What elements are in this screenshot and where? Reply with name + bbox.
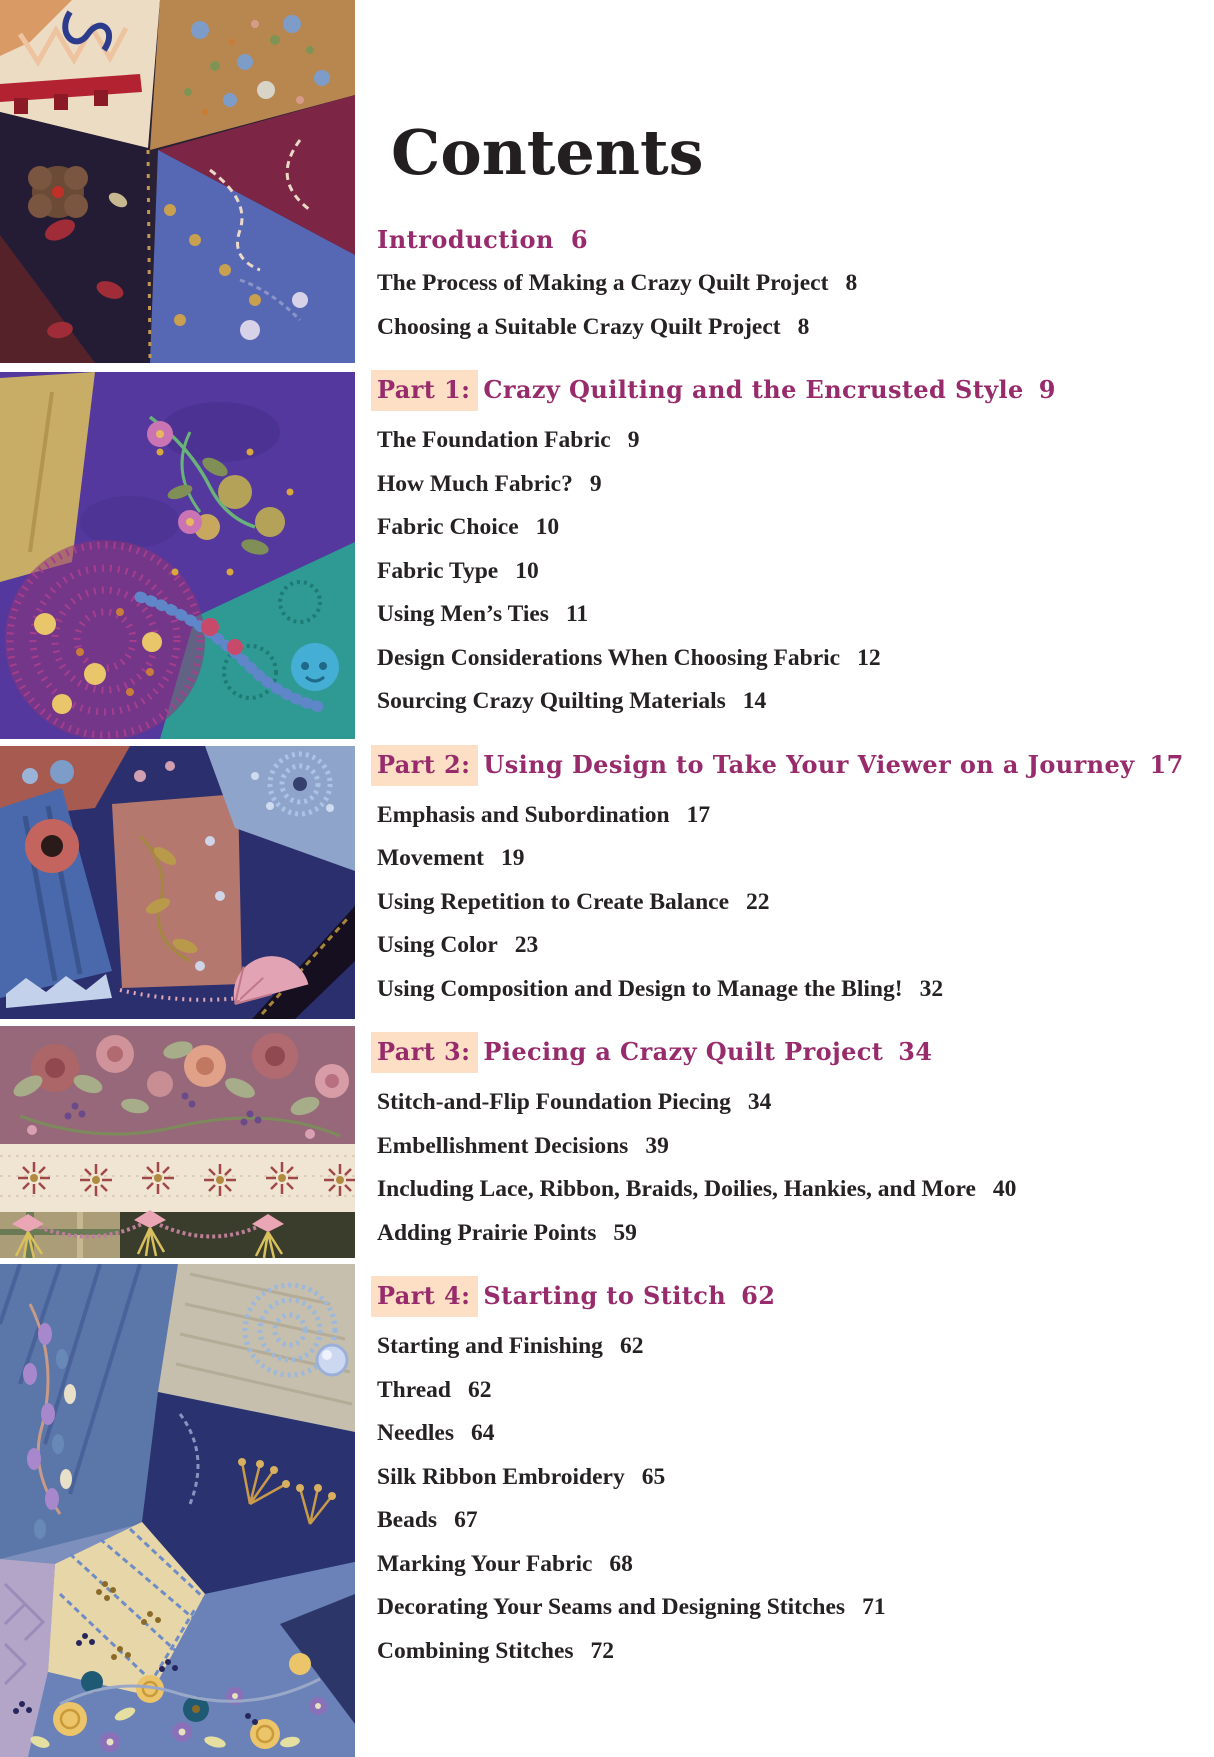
toc-entry-page: 19 (501, 845, 525, 871)
quilt-photo-3 (0, 746, 355, 1019)
toc-entry-page: 23 (514, 932, 539, 958)
toc-entry-page: 17 (686, 801, 711, 828)
part-title: Piecing a Crazy Quilt Project (483, 1037, 884, 1066)
toc-entry (377, 419, 1205, 463)
toc-entry (377, 637, 1205, 681)
part-page: 34 (898, 1037, 933, 1066)
toc-entry (377, 924, 1205, 968)
toc-entry-label: Fabric Choice (377, 514, 519, 540)
toc-entry-label: Introduction (377, 225, 554, 254)
toc-entry-label: Starting and Finishing (377, 1333, 603, 1359)
toc-entry-label: Sourcing Crazy Quilting Materials (377, 688, 726, 714)
toc-entry-page: 62 (468, 1376, 492, 1403)
toc-entry-page: 8 (797, 313, 810, 340)
part-label-highlight: Part 3: (371, 1032, 478, 1073)
toc-entry-label: Decorating Your Seams and Designing Stitches (377, 1594, 846, 1620)
toc-entry-label: Marking Your Fabric (377, 1550, 593, 1577)
toc-entry (377, 1168, 1205, 1212)
toc-entry-label: Combining Stitches (377, 1637, 574, 1664)
toc-entry (377, 881, 1205, 925)
part-page: 9 (1038, 375, 1056, 404)
toc-entry-label: Design Considerations When Choosing Fabric (377, 644, 841, 671)
toc-entry (377, 1412, 1205, 1456)
toc-entry (377, 306, 1205, 350)
toc-entry-page: 8 (845, 270, 858, 296)
toc-entry (377, 1543, 1205, 1587)
toc-entry-label: Needles (377, 1420, 455, 1446)
part-label-highlight: Part 2: (371, 745, 478, 786)
part-title: Using Design to Take Your Viewer on a Journey (483, 749, 1135, 779)
toc-entry-page: 10 (535, 514, 560, 540)
toc-entry-page: 32 (919, 975, 944, 1002)
toc-part-heading-3 (371, 1032, 1205, 1072)
toc-entry-label: Including Lace, Ribbon, Braids, Doilies, Hankies, and More (377, 1176, 976, 1202)
toc-entry-page: 39 (645, 1132, 669, 1159)
toc-entry-page: 9 (589, 470, 602, 497)
toc-entry (377, 1369, 1205, 1413)
part-label-highlight: Part 4: (371, 1276, 478, 1317)
toc-entry-label: Beads (377, 1507, 438, 1533)
quilt-photo-1 (0, 0, 355, 363)
toc-entry-page: 40 (992, 1176, 1017, 1202)
toc-entry-label: Emphasis and Subordination (377, 801, 670, 828)
part-page: 17 (1149, 749, 1184, 779)
toc-entry-label: The Foundation Fabric (377, 427, 611, 453)
toc-entry-page: 68 (609, 1550, 633, 1577)
toc-entry-label: Using Color (377, 932, 498, 958)
toc-entry (377, 1456, 1205, 1500)
toc-entry-page: 34 (747, 1089, 772, 1115)
toc-entry-introduction (377, 218, 1205, 262)
toc-entry-label: Embellishment Decisions (377, 1132, 629, 1159)
part-title: Crazy Quilting and the Encrusted Style (483, 375, 1024, 404)
toc-entry (377, 262, 1205, 306)
toc-entry-page: 9 (627, 427, 640, 453)
part-title: Starting to Stitch (483, 1281, 727, 1310)
toc-entry (377, 794, 1205, 838)
toc-entry-page: 64 (471, 1420, 495, 1446)
toc-entry-label: Choosing a Suitable Crazy Quilt Project (377, 313, 781, 340)
toc-part-heading-4 (371, 1276, 1205, 1316)
toc-entry (377, 1125, 1205, 1169)
toc-entry-page: 22 (746, 888, 770, 915)
toc-entry-label: The Process of Making a Crazy Quilt Project (377, 270, 829, 296)
toc-entry-label: Stitch-and-Flip Foundation Piecing (377, 1089, 731, 1115)
toc-entry-page: 65 (641, 1463, 666, 1490)
toc-entry (377, 680, 1205, 724)
toc-entry-page: 11 (565, 601, 589, 627)
toc-entry-page: 67 (454, 1507, 478, 1533)
quilt-photo-4 (0, 1026, 355, 1258)
toc-entry-page: 10 (515, 557, 539, 584)
toc-entry-page: 6 (570, 225, 589, 254)
page-title: Contents (391, 116, 704, 189)
toc-entry (377, 1630, 1205, 1674)
toc-entry-label: Thread (377, 1376, 451, 1403)
toc-entry-label: How Much Fabric? (377, 470, 573, 497)
toc-part-heading-1 (371, 370, 1205, 410)
quilt-photo-2 (0, 372, 355, 739)
toc-entry (377, 1499, 1205, 1543)
toc-entry-label: Adding Prairie Points (377, 1219, 597, 1246)
toc-entry-page: 14 (742, 688, 767, 714)
toc-entry (377, 463, 1205, 507)
part-page: 62 (741, 1281, 776, 1310)
toc-entry (377, 593, 1205, 637)
toc-entry-page: 72 (590, 1637, 615, 1664)
toc-entry (377, 968, 1205, 1012)
toc-entry-label: Fabric Type (377, 557, 499, 584)
toc-entry-page: 59 (613, 1219, 637, 1246)
toc-entry-label: Using Men’s Ties (377, 601, 549, 627)
part-label-highlight: Part 1: (371, 370, 478, 411)
toc-part-heading-2 (371, 745, 1205, 785)
toc-entry-page: 71 (862, 1594, 886, 1620)
table-of-contents (377, 0, 1205, 1673)
quilt-photo-column (0, 0, 355, 1757)
quilt-photo-5 (0, 1264, 355, 1757)
toc-entry-label: Silk Ribbon Embroidery (377, 1463, 625, 1490)
toc-entry-page: 12 (857, 644, 881, 671)
toc-entry (377, 1586, 1205, 1630)
toc-entry (377, 1325, 1205, 1369)
toc-entry (377, 1081, 1205, 1125)
toc-entry-label: Movement (377, 845, 485, 871)
toc-entry (377, 837, 1205, 881)
toc-entry (377, 1212, 1205, 1256)
toc-entry-label: Using Repetition to Create Balance (377, 888, 730, 915)
toc-entry (377, 550, 1205, 594)
toc-entry (377, 506, 1205, 550)
toc-entry-page: 62 (619, 1333, 644, 1359)
toc-entry-label: Using Composition and Design to Manage the Bling! (377, 975, 903, 1002)
